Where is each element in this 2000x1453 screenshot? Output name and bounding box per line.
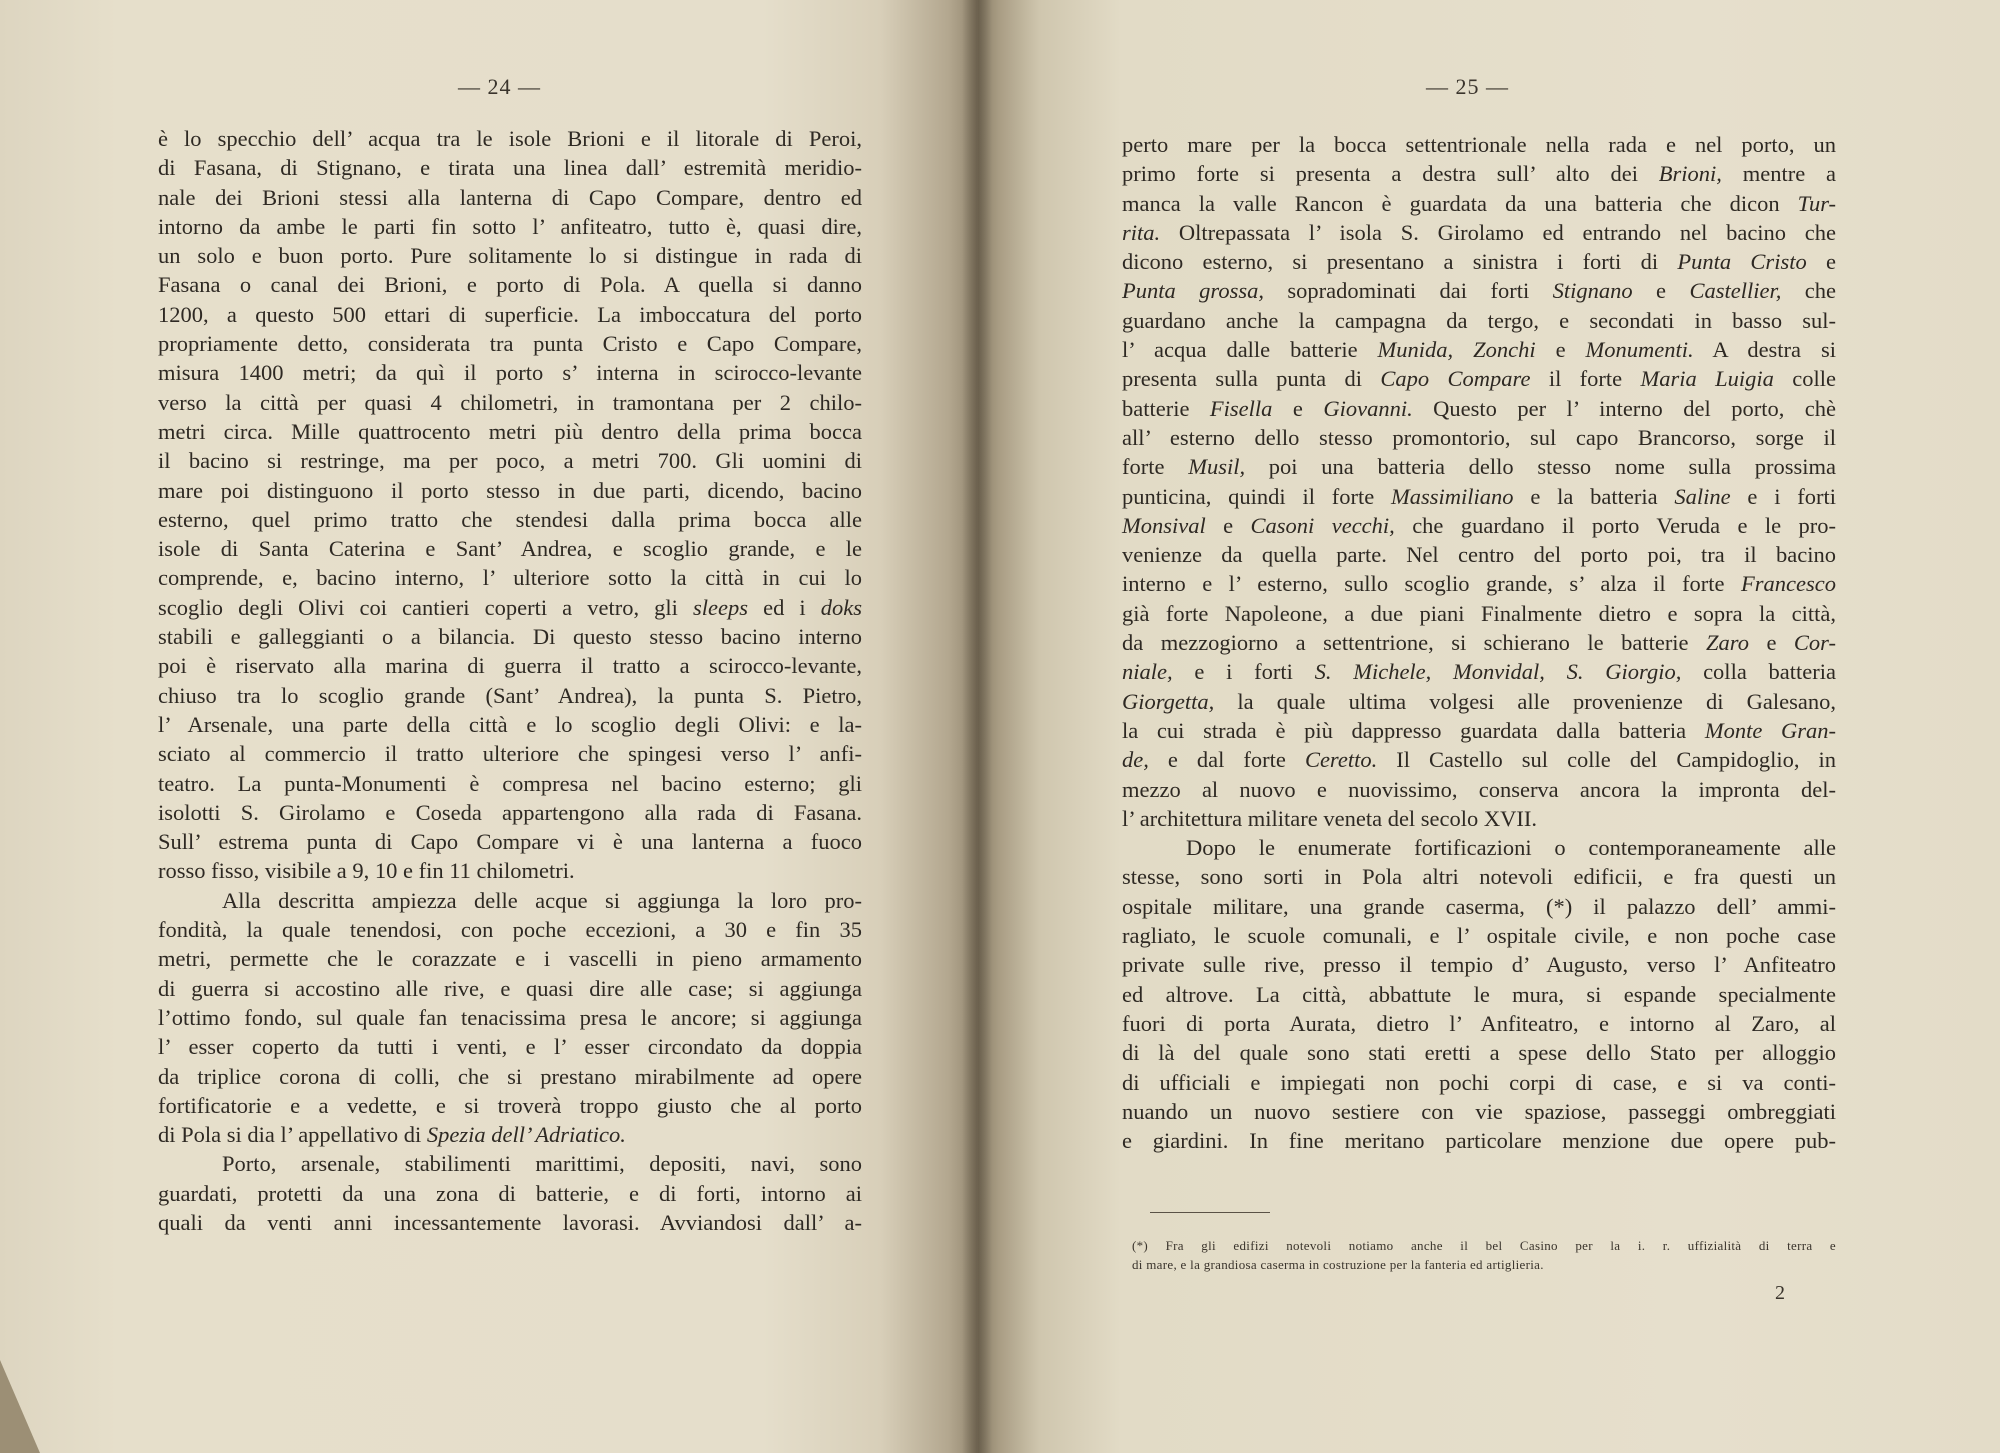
text-run: punticina, quindi il forte: [1122, 483, 1392, 509]
text-run: che: [1781, 278, 1836, 304]
left-page-text-line: [158, 212, 862, 241]
text-run: primo forte si presenta a destra sull’ alto dei: [1122, 161, 1659, 187]
left-page-text-line: [158, 827, 862, 856]
text-run: mare poi distinguono il porto stesso in due parti, dicendo, bacino: [158, 477, 862, 503]
text-run: scoglio degli Olivi coi cantieri coperti a vetro, gli: [158, 594, 693, 620]
text-run: l’ esser coperto da tutti i venti, e l’ esser circondato da doppia: [158, 1034, 862, 1060]
text-run: da triplice corona di colli, che si prestano mirabilmente ad opere: [158, 1063, 862, 1089]
text-run: Dopo le enumerate fortificazioni o contemporaneamente alle: [1186, 835, 1836, 861]
left-page-text-line: [158, 446, 862, 475]
left-page-text-line: [158, 417, 862, 446]
italic-text: Maria Luigia: [1640, 366, 1774, 392]
left-page-text-line: [158, 563, 862, 592]
text-run: stabili e galleggianti o a bilancia. Di questo stesso bacino interno: [158, 624, 862, 650]
italic-text: de,: [1122, 747, 1149, 773]
left-page-text-line: [158, 358, 862, 387]
right-page-text-line: [1122, 247, 1836, 276]
right-page-text-line: [1122, 775, 1836, 804]
left-page-text-line: [158, 476, 862, 505]
text-run: 1200, a questo 500 ettari di superficie. La imboccatura del porto: [158, 301, 862, 327]
right-page-text-line: [1122, 599, 1836, 628]
text-run: stesse, sono sorti in Pola altri notevoli edificii, e fra questi un: [1122, 864, 1836, 890]
left-page-text-line: [158, 241, 862, 270]
footnote-rule: [1150, 1212, 1270, 1213]
right-page-text-line: [1122, 1038, 1836, 1067]
text-run: la quale ultima volgesi alle provenienze di Galesano,: [1214, 688, 1836, 714]
text-run: Oltrepassata l’ isola S. Girolamo ed entrando nel bacino che: [1160, 219, 1836, 245]
italic-text: Munida, Zonchi: [1377, 337, 1536, 363]
right-page-text-line: [1122, 159, 1836, 188]
text-run: nale dei Brioni stessi alla lanterna di Capo Compare, dentro ed: [158, 184, 862, 210]
text-run: quali da venti anni incessantemente lavorasi. Avviandosi dall’ a-: [158, 1209, 862, 1235]
text-run: isole di Santa Caterina e Sant’ Andrea, e scoglio grande, e le: [158, 536, 862, 562]
left-page-text-line: [158, 329, 862, 358]
text-run: isolotti S. Girolamo e Coseda appartengono alla rada di Fasana.: [158, 799, 862, 825]
italic-text: Cor-: [1793, 630, 1836, 656]
text-run: Porto, arsenale, stabilimenti marittimi, depositi, navi, sono: [222, 1151, 862, 1177]
text-run: guardano anche la campagna da tergo, e secondati in basso sul-: [1122, 307, 1836, 333]
italic-text: rita.: [1122, 219, 1161, 245]
text-run: teatro. La punta-Monumenti è compresa nel bacino esterno; gli: [158, 770, 862, 796]
right-page-text-line: [1122, 804, 1836, 833]
italic-text: Ceretto.: [1304, 747, 1378, 773]
text-run: colle: [1773, 366, 1837, 392]
italic-text: Castellier,: [1689, 278, 1782, 304]
text-run: di là del quale sono stati eretti a spese dello Stato per alloggio: [1122, 1040, 1836, 1066]
left-page-text-line: [158, 1062, 862, 1091]
left-page-text-line: [158, 388, 862, 417]
left-page-text-line: [158, 739, 862, 768]
text-run: ed altrove. La città, abbattute le mura, si espande specialmente: [1122, 981, 1836, 1007]
text-run: fondità, la quale tenendosi, con poche eccezioni, a 30 e fin 35: [158, 917, 862, 943]
left-page-text-line: [158, 124, 862, 153]
right-page-text-line: [1122, 745, 1836, 774]
right-page-text-line: [1122, 452, 1836, 481]
text-run: private sulle rive, presso il tempio d’ Augusto, verso l’ Anfiteatro: [1122, 952, 1836, 978]
text-run: l’ Arsenale, una parte della città e lo scoglio degli Olivi: e la-: [158, 711, 862, 737]
text-run: e i forti: [1730, 483, 1836, 509]
italic-text: Monte Gran-: [1704, 717, 1836, 743]
italic-text: Punta grossa,: [1122, 278, 1264, 304]
italic-text: Zaro: [1706, 630, 1749, 656]
text-run: fortificatorie e a vedette, e si troverà troppo giusto che al porto: [158, 1092, 862, 1118]
right-page-text-line: [1122, 833, 1836, 862]
text-run: intorno da ambe le parti fin sotto l’ anfiteatro, tutto è, quasi dire,: [158, 213, 862, 239]
page-corner: [0, 1360, 40, 1453]
text-run: il forte: [1530, 366, 1641, 392]
text-run: all’ esterno dello stesso promontorio, sul capo Brancorso, sorge il: [1122, 424, 1836, 450]
text-run: perto mare per la bocca settentrionale nella rada e nel porto, un: [1122, 132, 1836, 157]
italic-text: Tur-: [1797, 190, 1836, 216]
left-page-text-line: [158, 710, 862, 739]
text-run: forte: [1122, 454, 1189, 480]
left-page-text-line: [158, 681, 862, 710]
italic-text: Monumenti.: [1585, 337, 1694, 363]
text-run: comprende, e, bacino interno, l’ ulteriore sotto la città in cui lo: [158, 565, 862, 591]
right-page-text-line: [1122, 276, 1836, 305]
text-run: ragliato, le scuole comunali, e l’ ospitale civile, e non poche case: [1122, 923, 1836, 949]
text-run: e: [1205, 512, 1251, 538]
right-page-text-line: [1122, 716, 1836, 745]
footnote-line: (*) Fra gli edifizi notevoli notiamo anche il bel Casino per la i. r. uffizialità di terra e: [1132, 1238, 1836, 1253]
left-page-text-line: [158, 1003, 862, 1032]
left-page-text-line: [158, 856, 862, 885]
text-run: e: [1632, 278, 1690, 304]
left-page-text-line: [158, 944, 862, 973]
text-run: un solo e buon porto. Pure solitamente lo si distingue in rada di: [158, 243, 862, 269]
italic-text: niale,: [1122, 659, 1173, 685]
text-run: metri circa. Mille quattrocento metri più dentro della prima bocca: [158, 418, 862, 444]
right-page-text-line: [1122, 950, 1836, 979]
right-page-text-line: [1122, 980, 1836, 1009]
left-page-text-line: [158, 622, 862, 651]
right-page: [978, 0, 2000, 1453]
right-page-text-line: [1122, 628, 1836, 657]
left-page-text-line: [158, 505, 862, 534]
left-page-text-line: [158, 300, 862, 329]
italic-text: Spezia dell’ Adriatico.: [426, 1122, 626, 1148]
text-run: colla batteria: [1681, 659, 1837, 685]
right-page-text-line: [1122, 921, 1836, 950]
right-page-text-line: [1122, 1009, 1836, 1038]
text-run: ed i: [748, 594, 821, 620]
italic-text: Punta Cristo: [1677, 249, 1807, 275]
text-run: Alla descritta ampiezza delle acque si aggiunga la loro pro-: [222, 887, 862, 913]
footnote: [1132, 1236, 1836, 1274]
text-run: misura 1400 metri; da quì il porto s’ interna in scirocco-levante: [158, 360, 862, 386]
right-page-text-line: [1122, 1097, 1836, 1126]
text-run: nuando un nuovo sestiere con vie spaziose, passeggi ombreggiati: [1122, 1098, 1836, 1124]
right-page-text-line: [1122, 511, 1836, 540]
right-page-text-line: [1122, 1068, 1836, 1097]
left-page-text-line: [158, 1149, 862, 1178]
italic-text: Saline: [1674, 483, 1731, 509]
right-page-text: [1122, 130, 1836, 1155]
right-page-text-line: [1122, 364, 1836, 393]
left-page-text-line: [158, 974, 862, 1003]
left-page-text-line: [158, 651, 862, 680]
right-page-text-line: [1122, 892, 1836, 921]
text-run: propriamente detto, considerata tra punta Cristo e Capo Compare,: [158, 331, 862, 357]
text-run: di guerra si accostino alle rive, e quasi dire alle case; si aggiunga: [158, 975, 862, 1001]
left-page-text-line: [158, 153, 862, 182]
text-run: rosso fisso, visibile a 9, 10 e fin 11 chilometri.: [158, 858, 575, 884]
italic-text: Casoni vecchi,: [1250, 512, 1395, 538]
text-run: sciato al commercio il tratto ulteriore che spingesi verso l’ anfi-: [158, 741, 862, 767]
text-run: presenta sulla punta di: [1122, 366, 1381, 392]
right-page-text-line: [1122, 687, 1836, 716]
text-run: di ufficiali e impiegati non pochi corpi di case, e si va conti-: [1122, 1069, 1836, 1095]
italic-text: Giovanni.: [1323, 395, 1413, 421]
text-run: batterie: [1122, 395, 1210, 421]
text-run: poi una batteria dello stesso nome sulla prossima: [1245, 454, 1836, 480]
text-run: e: [1806, 249, 1836, 275]
italic-text: Stignano: [1552, 278, 1633, 304]
left-page-text-line: [158, 1032, 862, 1061]
page-header-25: — 25 —: [1426, 74, 1509, 99]
italic-text: doks: [820, 594, 862, 620]
right-page-text-line: [1122, 1126, 1836, 1155]
left-page-text: [158, 124, 862, 1237]
text-run: è lo specchio dell’ acqua tra le isole Brioni e il litorale di Peroi,: [158, 126, 862, 151]
left-page-text-line: [158, 593, 862, 622]
text-run: di Fasana, di Stignano, e tirata una linea dall’ estremità meridio-: [158, 155, 862, 181]
text-run: verso la città per quasi 4 chilometri, in tramontana per 2 chilo-: [158, 389, 862, 415]
left-page-text-line: [158, 886, 862, 915]
book-gutter: [962, 0, 992, 1453]
text-run: e: [1272, 395, 1324, 421]
text-run: da mezzogiorno a settentrione, si schierano le batterie: [1122, 630, 1707, 656]
text-run: e dal forte: [1148, 747, 1305, 773]
text-run: di Pola si dia l’ appellativo di: [158, 1122, 427, 1148]
left-page-text-line: [158, 183, 862, 212]
text-run: e i forti: [1172, 659, 1315, 685]
text-run: l’ acqua dalle batterie: [1122, 337, 1378, 363]
signature-mark: 2: [1775, 1282, 1785, 1304]
text-run: fuori di porta Aurata, dietro l’ Anfiteatro, e intorno al Zaro, al: [1122, 1010, 1836, 1036]
right-page-text-line: [1122, 130, 1836, 159]
italic-text: Giorgetta,: [1122, 688, 1215, 714]
text-run: ospitale militare, una grande caserma, (*) il palazzo dell’ ammi-: [1122, 893, 1836, 919]
text-run: venienze da quella parte. Nel centro del porto poi, tra il bacino: [1122, 542, 1836, 568]
text-run: Questo per l’ interno del porto, chè: [1412, 395, 1836, 421]
text-run: Fasana o canal dei Brioni, e porto di Pola. A quella si danno: [158, 272, 862, 298]
text-run: e giardini. In fine meritano particolare menzione due opere pub-: [1122, 1128, 1836, 1154]
text-run: mezzo al nuovo e nuovissimo, conserva ancora la impronta del-: [1122, 776, 1836, 802]
left-page: [0, 0, 978, 1453]
text-run: l’ architettura militare veneta del secolo XVII.: [1122, 805, 1538, 831]
right-page-text-line: [1122, 569, 1836, 598]
italic-text: Massimiliano: [1391, 483, 1514, 509]
italic-text: sleeps: [693, 594, 748, 620]
right-page-text-line: [1122, 862, 1836, 891]
left-page-text-line: [158, 915, 862, 944]
text-run: e: [1535, 337, 1586, 363]
left-page-text-line: [158, 534, 862, 563]
text-run: chiuso tra lo scoglio grande (Sant’ Andrea), la punta S. Pietro,: [158, 682, 862, 708]
text-run: e la batteria: [1513, 483, 1675, 509]
left-page-text-line: [158, 270, 862, 299]
text-run: e: [1748, 630, 1794, 656]
right-page-text-line: [1122, 657, 1836, 686]
left-page-text-line: [158, 1091, 862, 1120]
footnote-line: di mare, e la grandiosa caserma in costruzione per la fanteria ed artiglieria.: [1132, 1257, 1544, 1272]
text-run: che guardano il porto Veruda e le pro-: [1394, 512, 1836, 538]
text-run: manca la valle Rancon è guardata da una batteria che dicon: [1122, 190, 1798, 216]
left-page-text-line: [158, 1120, 862, 1149]
right-page-text-line: [1122, 306, 1836, 335]
right-page-text-line: [1122, 540, 1836, 569]
text-run: Il Castello sul colle del Campidoglio, in: [1377, 747, 1836, 773]
right-page-text-line: [1122, 335, 1836, 364]
right-page-text-line: [1122, 218, 1836, 247]
right-page-text-line: [1122, 189, 1836, 218]
text-run: guardati, protetti da una zona di batterie, e di forti, intorno ai: [158, 1180, 862, 1206]
text-run: Sull’ estrema punta di Capo Compare vi è una lanterna a fuoco: [158, 829, 862, 855]
left-page-text-line: [158, 769, 862, 798]
italic-text: Capo Compare: [1380, 366, 1531, 392]
text-run: esterno, quel primo tratto che stendesi dalla prima bocca alle: [158, 506, 862, 532]
page-header-24: — 24 —: [458, 74, 541, 99]
text-run: poi è riservato alla marina di guerra il tratto a scirocco-levante,: [158, 653, 862, 679]
text-run: sopradominati dai forti: [1263, 278, 1553, 304]
text-run: mentre a: [1721, 161, 1836, 187]
right-page-text-line: [1122, 394, 1836, 423]
left-page-text-line: [158, 1179, 862, 1208]
text-run: l’ottimo fondo, sul quale fan tenacissima presa le ancore; si aggiunga: [158, 1004, 862, 1030]
italic-text: Brioni,: [1658, 161, 1722, 187]
left-page-text-line: [158, 1208, 862, 1237]
text-run: già forte Napoleone, a due piani Finalmente dietro e sopra la città,: [1122, 600, 1836, 626]
left-page-text-line: [158, 798, 862, 827]
italic-text: Francesco: [1741, 571, 1836, 597]
right-page-text-line: [1122, 423, 1836, 452]
italic-text: Fisella: [1209, 395, 1273, 421]
text-run: interno e l’ esterno, sullo scoglio grande, s’ alza il forte: [1122, 571, 1742, 597]
italic-text: S. Michele, Monvidal, S. Giorgio,: [1314, 659, 1682, 685]
italic-text: Monsival: [1122, 512, 1206, 538]
right-page-text-line: [1122, 482, 1836, 511]
text-run: metri, permette che le corazzate e i vascelli in pieno armamento: [158, 946, 862, 972]
text-run: A destra si: [1693, 337, 1837, 363]
text-run: il bacino si restringe, ma per poco, a metri 700. Gli uomini di: [158, 448, 862, 474]
text-run: la cui strada è più dappresso guardata dalla batteria: [1122, 717, 1705, 743]
italic-text: Musil,: [1188, 454, 1246, 480]
text-run: dicono esterno, si presentano a sinistra i forti di: [1122, 249, 1678, 275]
